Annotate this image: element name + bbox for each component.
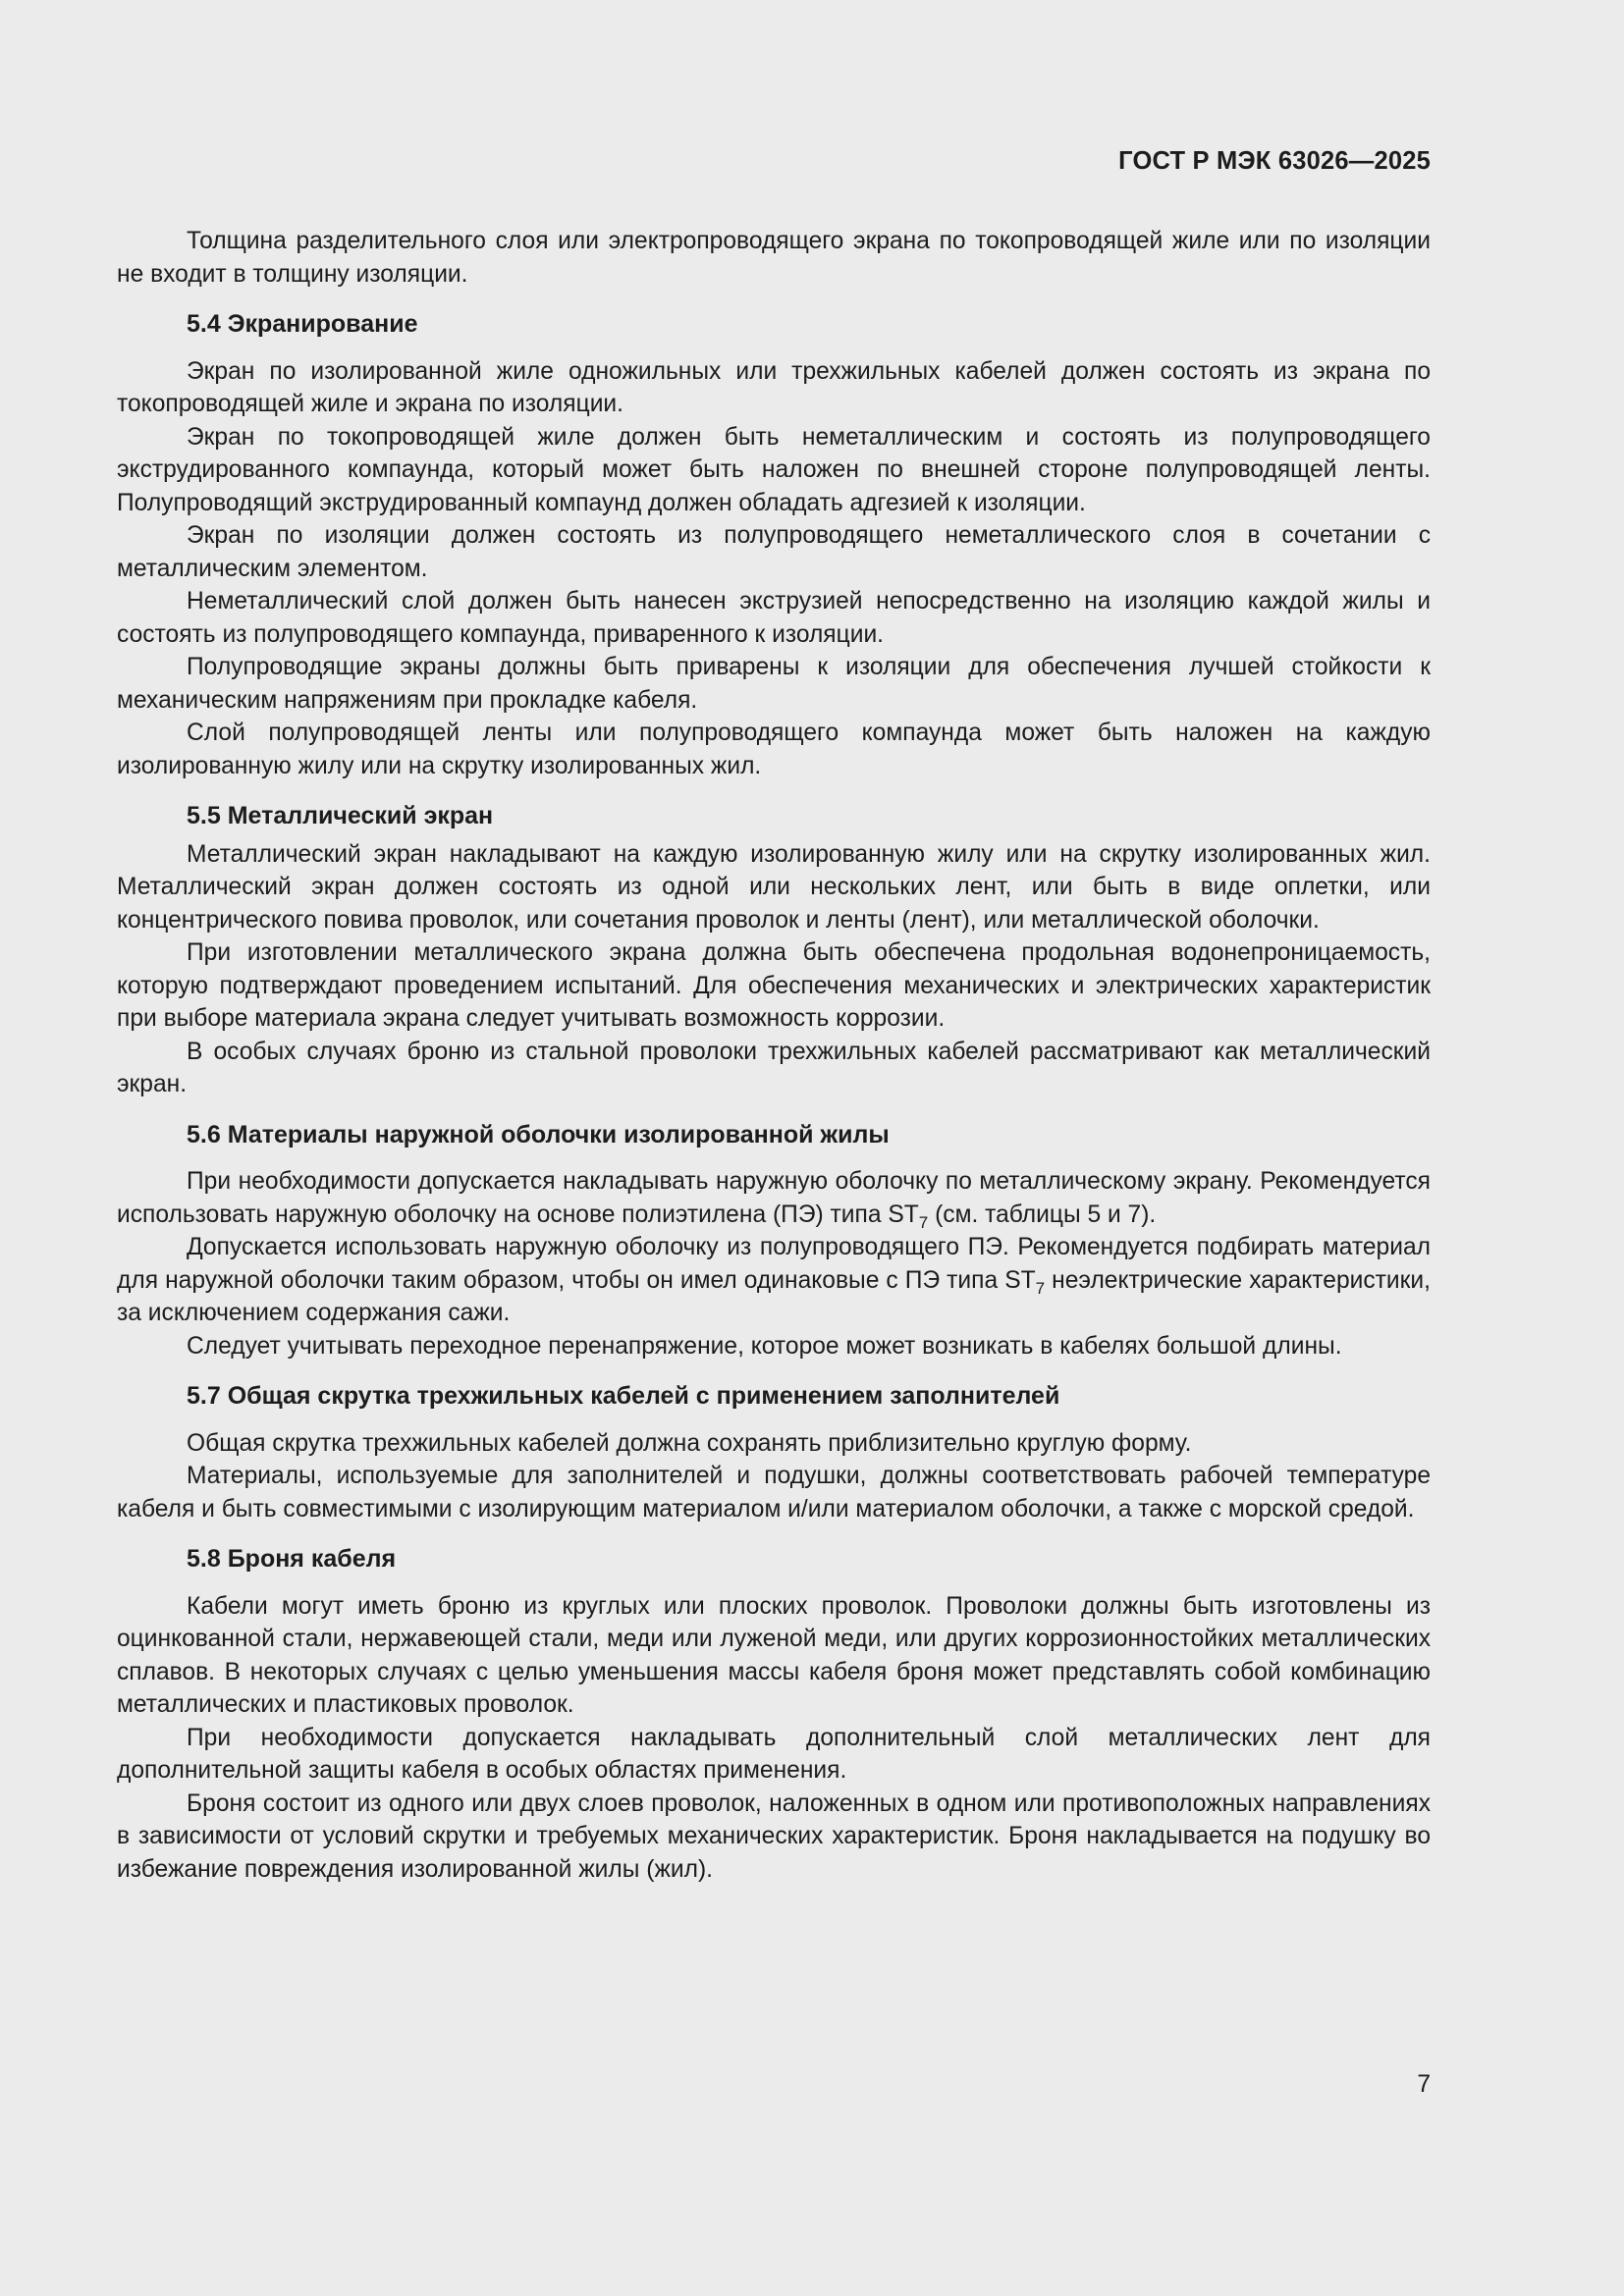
paragraph-intro: Толщина разделительного слоя или электропроводящего экрана по токопроводящей жиле или по изоляции не входит в толщину изоляции. [117, 228, 1431, 288]
document-body [117, 225, 1431, 1886]
paragraph-5-8-2: При необходимости допускается накладывать дополнительный слой металлических лент для дополнительной защиты кабеля в особых областях применения. [117, 1724, 1431, 1784]
paragraph-5-5-2: При изготовлении металлического экрана должна быть обеспечена продольная водонепроницаемость, которую подтверждают проведением испытаний. Для обеспечения механических и электрических характеристик при выборе материала экрана следует учитывать возможность коррозии. [117, 939, 1431, 1032]
paragraph-5-8-1: Кабели могут иметь броню из круглых или плоских проволок. Проволоки должны быть изготовлены из оцинкованной стали, нержавеющей стали, меди или луженой меди, или других коррозионностойких металлических сплавов. В некоторых случаях с целью уменьшения массы кабеля броня может представлять собой комбинацию металлических и пластиковых проволок. [117, 1592, 1431, 1718]
paragraph-5-5-3: В особых случаях броню из стальной проволоки трехжильных кабелей рассматривают как металлический экран. [117, 1038, 1431, 1097]
section-heading-5-8: 5.8 Броня кабеля [187, 1545, 397, 1573]
paragraph-5-8-3: Броня состоит из одного или двух слоев проволок, наложенных в одном или противоположных направлениях в зависимости от условий скрутки и требуемых механических характеристик. Броня накладывается на подушку во избежание повреждения изолированной жилы (жил). [117, 1789, 1431, 1883]
section-heading-5-4: 5.4 Экранирование [187, 310, 418, 338]
paragraph-5-4-5: Полупроводящие экраны должны быть приварены к изоляции для обеспечения лучшей стойкости к механическим напряжениям при прокладке кабеля. [117, 654, 1431, 714]
paragraph-5-5-1: Металлический экран накладывают на каждую изолированную жилу или на скрутку изолированных жил. Металлический экран должен состоять из одной или нескольких лент, или быть в виде оплетки, или концентрического повива проволок, или сочетания проволок и ленты (лент), или металлической оболочки. [117, 840, 1431, 934]
paragraph-5-7-2: Материалы, используемые для заполнителей и подушки, должны соответствовать рабочей температуре кабеля и быть совместимыми с изолирующим материалом и/или материалом оболочки, а также с морской средой. [117, 1463, 1431, 1522]
paragraph-5-6-2-text-a: Допускается использовать наружную оболочку из полупроводящего ПЭ. Рекомендуется подбирать материал для наружной оболочки таким образом, чтобы он имел одинаковые с ПЭ типа ST [117, 1234, 1431, 1294]
paragraph-5-6-1-text-b: (см. таблицы 5 и 7). [928, 1201, 1157, 1228]
section-heading-5-7: 5.7 Общая скрутка трехжильных кабелей с применением заполнителей [187, 1382, 1060, 1410]
paragraph-5-6-2 [117, 1231, 1431, 1330]
subscript-7: 7 [1035, 1278, 1046, 1298]
section-heading-5-5: 5.5 Металлический экран [187, 802, 494, 829]
page-number: 7 [1417, 2071, 1431, 2098]
paragraph-5-4-2: Экран по токопроводящей жиле должен быть неметаллическим и состоять из полупроводящего экструдированного компаунда, который может быть наложен по внешней стороне полупроводящей ленты. Полупроводящий экструдированный компаунд должен обладать адгезией к изоляции. [117, 423, 1431, 516]
paragraph-5-7-1: Общая скрутка трехжильных кабелей должна сохранять приблизительно круглую форму. [187, 1429, 1192, 1457]
paragraph-5-4-1: Экран по изолированной жиле одножильных или трехжильных кабелей должен состоять из экрана по токопроводящей жиле и экрана по изоляции. [117, 357, 1431, 417]
document-header: ГОСТ Р МЭК 63026—2025 [1118, 147, 1431, 175]
subscript-7: 7 [918, 1212, 929, 1232]
section-heading-5-6: 5.6 Материалы наружной оболочки изолированной жилы [187, 1120, 890, 1148]
paragraph-5-6-1 [117, 1165, 1431, 1231]
paragraph-5-4-6: Слой полупроводящей ленты или полупроводящего компаунда может быть наложен на каждую изолированную жилу или на скрутку изолированных жил. [117, 720, 1431, 779]
paragraph-5-4-4: Неметаллический слой должен быть нанесен экструзией непосредственно на изоляцию каждой жилы и состоять из полупроводящего компаунда, приваренного к изоляции. [117, 588, 1431, 648]
paragraph-5-6-3: Следует учитывать переходное перенапряжение, которое может возникать в кабелях большой длины. [187, 1332, 1342, 1360]
paragraph-5-6-1-text-a: При необходимости допускается накладывать наружную оболочку по металлическому экрану. Рекомендуется использовать наружную оболочку на основе полиэтилена (ПЭ) типа ST [117, 1168, 1431, 1228]
paragraph-5-4-3: Экран по изоляции должен состоять из полупроводящего неметаллического слоя в сочетании с металлическим элементом. [117, 522, 1431, 582]
paragraph-5-6-2-text-b: неэлектрические характеристики, за исключением содержания сажи. [117, 1266, 1431, 1326]
